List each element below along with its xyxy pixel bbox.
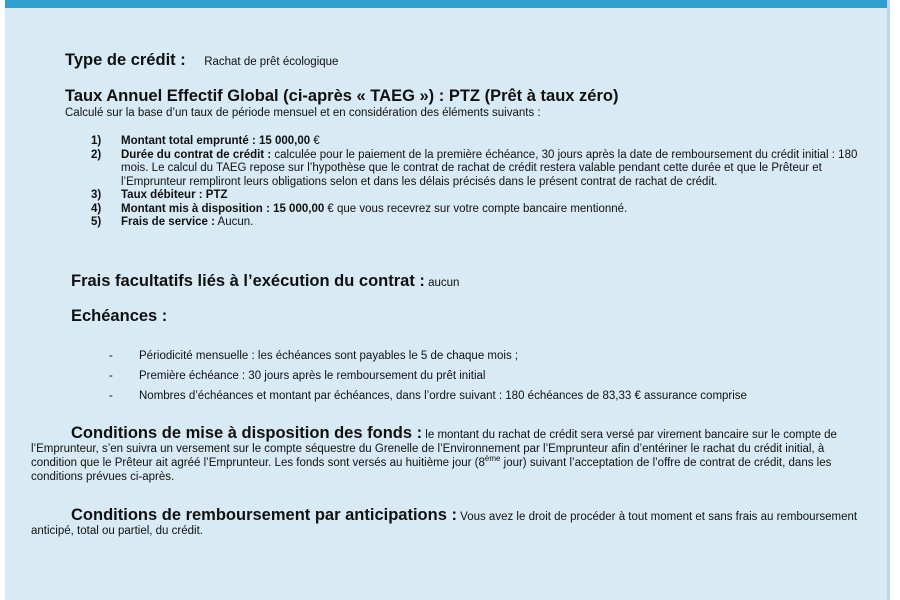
repayment-conditions-text: Vous avez le droit de procéder à tout moment et sans frais au remboursement anticipé, total ou partiel, du crédit. bbox=[31, 511, 858, 537]
item-label: Frais de service : bbox=[121, 216, 215, 228]
funds-conditions-paragraph bbox=[31, 426, 861, 484]
list-item bbox=[109, 349, 869, 363]
item-text: Première échéance : 30 jours après le remboursement du prêt initial bbox=[139, 370, 486, 382]
list-item bbox=[85, 149, 865, 190]
list-item bbox=[109, 389, 869, 403]
echeances-list bbox=[109, 349, 869, 409]
item-text: € bbox=[310, 135, 320, 147]
funds-conditions-label: Conditions de mise à disposition des fonds : bbox=[71, 424, 423, 442]
credit-type-label: Type de crédit : bbox=[65, 51, 186, 69]
list-item bbox=[109, 369, 869, 383]
item-text: Périodicité mensuelle : les échéances sont payables le 5 de chaque mois ; bbox=[139, 350, 519, 362]
funds-conditions-text: le montant du rachat de crédit sera versé par virement bancaire sur le compte de l’Emprunteur, s’en suivra un versement sur le compte séquestre du Grenelle de l’Environnement par l’Emprunteur afin d’entériner le rachat du crédit initial, à condition que le Prêteur ait agréé l’Emprunteur. Les fonds sont versés au huitième jour (8 bbox=[31, 429, 837, 469]
item-number: 2) bbox=[91, 148, 102, 161]
item-label: Montant mis à disposition : bbox=[121, 202, 270, 215]
list-item bbox=[85, 216, 865, 230]
echeances-title: Echéances : bbox=[71, 307, 168, 325]
taeg-elements-list bbox=[85, 135, 865, 230]
credit-type-value: Rachat de prêt écologique bbox=[204, 56, 339, 68]
list-item bbox=[85, 135, 865, 149]
bullet-dash: - bbox=[109, 350, 113, 362]
credit-type-row bbox=[65, 50, 338, 70]
ordinal-superscript: ème bbox=[484, 454, 501, 464]
item-number: 3) bbox=[91, 189, 102, 201]
funds-conditions-text-end: jour) suivant l’acceptation de l’offre de contrat de crédit, dans les conditions prévues ci-après. bbox=[31, 457, 832, 483]
item-value: 15 000,00 bbox=[269, 202, 325, 215]
list-item bbox=[85, 203, 865, 217]
taeg-title: Taux Annuel Effectif Global (ci-après « TAEG ») : PTZ (Prêt à taux zéro) bbox=[65, 87, 619, 105]
item-number: 5) bbox=[91, 216, 102, 228]
item-number: 4) bbox=[91, 202, 102, 215]
repayment-conditions-label: Conditions de remboursement par anticipations : bbox=[71, 506, 457, 524]
item-label: Montant total emprunté : 15 000,00 bbox=[121, 135, 311, 147]
taeg-basis-text: Calculé sur la base d’un taux de période mensuel et en considération des éléments suivants : bbox=[65, 107, 541, 119]
optional-fees-label: Frais facultatifs liés à l’exécution du contrat : bbox=[71, 272, 425, 290]
document-content bbox=[5, 0, 887, 600]
item-value: PTZ bbox=[202, 189, 228, 201]
bullet-dash: - bbox=[109, 370, 113, 382]
optional-fees-row bbox=[71, 271, 459, 291]
item-text: Nombres d’échéances et montant par échéances, dans l’ordre suivant : 180 échéances de 83,33 € assurance comprise bbox=[139, 390, 747, 402]
item-number: 1) bbox=[91, 135, 102, 147]
item-text: calculée pour le paiement de la première échéance, 30 jours après la date de remboursement du crédit initial : 180 mois. Le calcul du TAEG repose sur l’hypothèse que le contrat de rachat de crédit restera valable pendant cette durée et que le Prêteur et l’Emprunteur rempliront leurs obligations selon et dans les délais précisés dans le présent contrat de rachat de crédit. bbox=[121, 148, 858, 188]
item-label: Durée du contrat de crédit : bbox=[121, 148, 272, 161]
item-text: Aucun. bbox=[214, 216, 254, 228]
item-text: € que vous recevrez sur votre compte bancaire mentionné. bbox=[324, 202, 628, 215]
repayment-conditions-paragraph bbox=[31, 508, 861, 538]
list-item bbox=[85, 189, 865, 203]
document-page bbox=[5, 0, 890, 600]
optional-fees-value: aucun bbox=[424, 277, 460, 289]
item-label: Taux débiteur : bbox=[121, 189, 203, 201]
bullet-dash: - bbox=[109, 390, 113, 402]
